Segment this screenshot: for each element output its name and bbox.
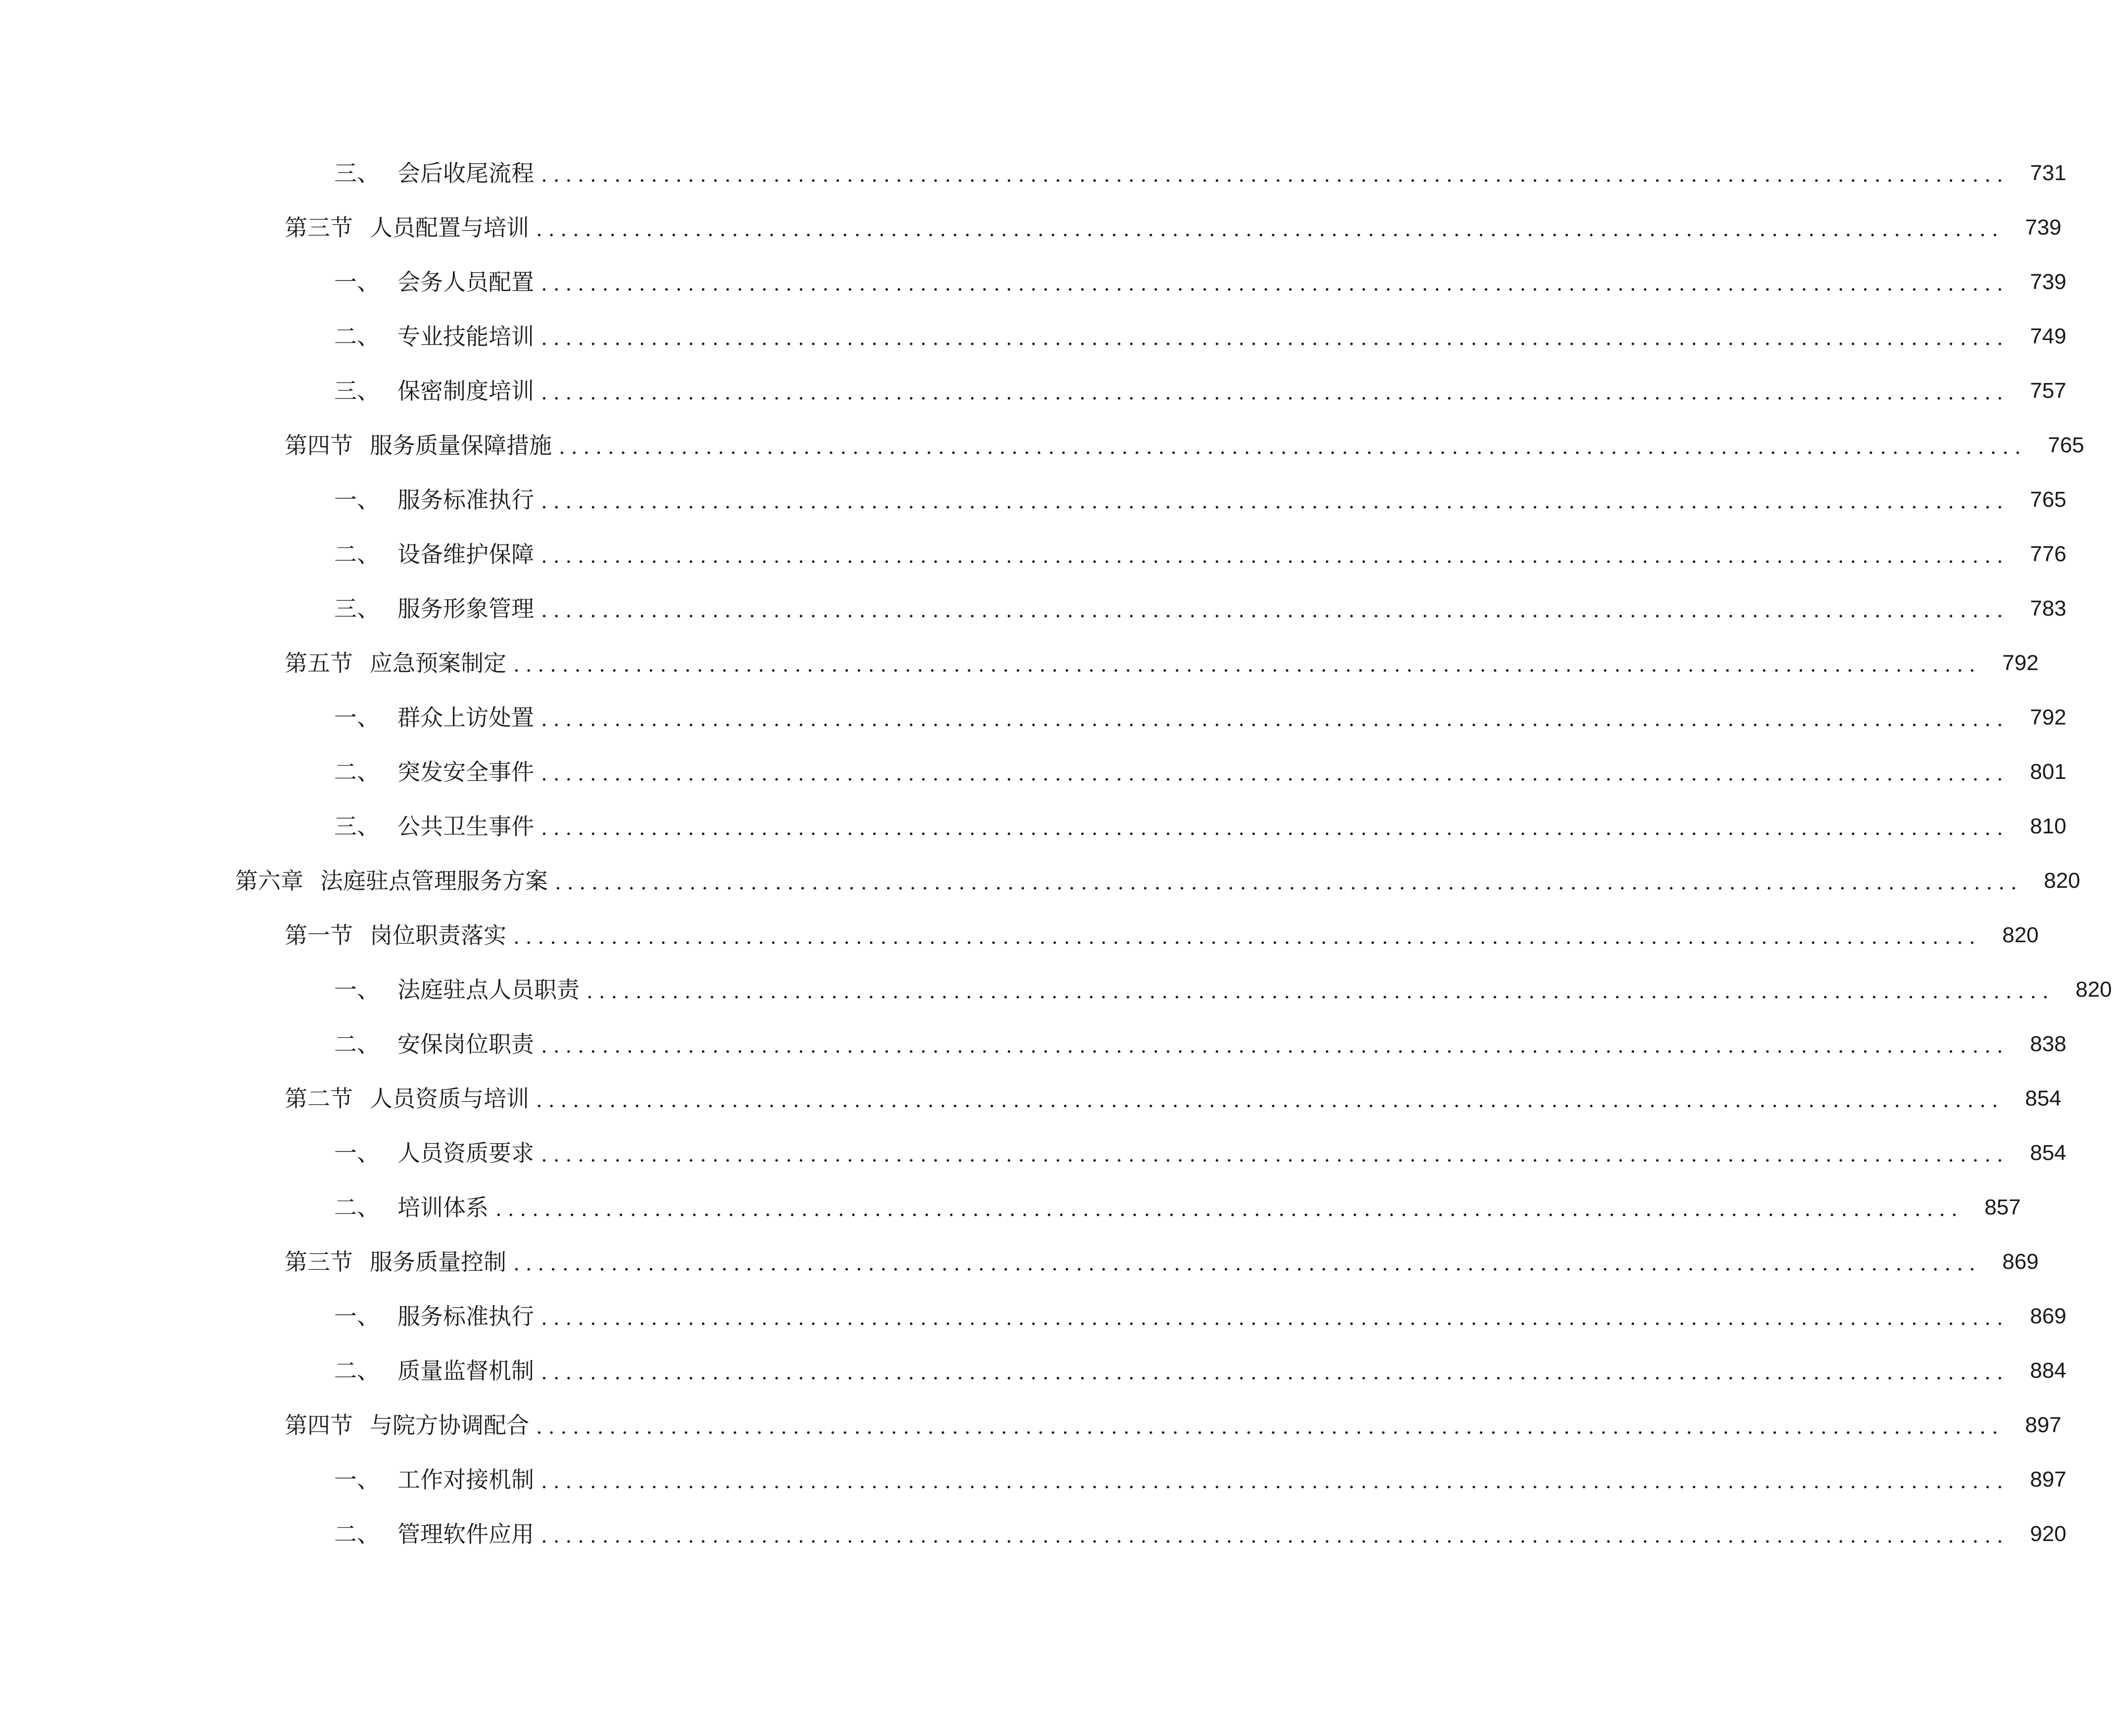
toc-entry-page: 869 bbox=[2030, 1304, 2066, 1328]
dot-leader: ........................................................................................................................ bbox=[541, 164, 2009, 187]
toc-entry[interactable] bbox=[334, 589, 2066, 628]
dot-leader: ........................................................................................................................ bbox=[541, 1470, 2009, 1493]
toc-entry-title: 服务质量保障措施 bbox=[370, 432, 552, 459]
toc-entry-page: 757 bbox=[2030, 379, 2066, 403]
toc-entry-title: 人员配置与培训 bbox=[370, 214, 529, 241]
toc-entry-title: 法庭驻点管理服务方案 bbox=[320, 868, 548, 894]
toc-entry-number: 三、 bbox=[334, 378, 380, 404]
dot-leader: ........................................................................................................................ bbox=[536, 218, 2004, 241]
toc-entry-title: 人员资质要求 bbox=[397, 1140, 534, 1166]
toc-entry[interactable] bbox=[334, 1351, 2066, 1391]
toc-entry[interactable] bbox=[334, 1460, 2066, 1499]
dot-leader: ........................................................................................................................ bbox=[541, 545, 2009, 568]
toc-entry-number: 一、 bbox=[334, 1303, 380, 1330]
toc-entry-title: 会务人员配置 bbox=[397, 269, 534, 295]
toc-entry-page: 820 bbox=[2044, 868, 2080, 893]
toc-entry-title: 会后收尾流程 bbox=[397, 160, 534, 187]
toc-entry[interactable] bbox=[334, 480, 2066, 520]
toc-entry[interactable] bbox=[285, 643, 2039, 683]
toc-entry-title: 与院方协调配合 bbox=[370, 1412, 529, 1439]
toc-entry-page: 783 bbox=[2030, 596, 2066, 621]
toc-entry-title: 质量监督机制 bbox=[397, 1357, 534, 1384]
toc-entry[interactable] bbox=[334, 970, 2112, 1010]
toc-entry-number: 二、 bbox=[334, 759, 380, 785]
toc-entry-title: 培训体系 bbox=[397, 1194, 489, 1221]
toc-entry-page: 897 bbox=[2025, 1413, 2062, 1437]
toc-entry-number: 一、 bbox=[334, 976, 380, 1003]
toc-entry-title: 管理软件应用 bbox=[397, 1521, 534, 1547]
toc-entry[interactable] bbox=[334, 153, 2066, 193]
toc-entry-number: 第四节 bbox=[285, 1412, 353, 1439]
toc-entry-number: 第二节 bbox=[285, 1085, 353, 1112]
dot-leader: ........................................................................................................................ bbox=[541, 1525, 2009, 1547]
toc-entry-page: 884 bbox=[2030, 1358, 2066, 1383]
toc-entry-title: 工作对接机制 bbox=[397, 1466, 534, 1493]
toc-entry[interactable] bbox=[334, 698, 2066, 737]
toc-entry-number: 二、 bbox=[334, 1521, 380, 1547]
toc-entry-page: 854 bbox=[2025, 1086, 2062, 1110]
toc-entry-title: 安保岗位职责 bbox=[397, 1031, 534, 1058]
toc-entry-page: 801 bbox=[2030, 760, 2066, 784]
toc-entry-page: 820 bbox=[2075, 977, 2112, 1002]
toc-entry-page: 792 bbox=[2030, 705, 2066, 729]
toc-entry-number: 三、 bbox=[334, 595, 380, 622]
toc-entry-number: 第四节 bbox=[285, 432, 353, 459]
toc-entry-title: 保密制度培训 bbox=[397, 378, 534, 404]
toc-entry-number: 二、 bbox=[334, 1357, 380, 1384]
toc-entry-page: 731 bbox=[2030, 161, 2066, 185]
toc-entry-number: 第五节 bbox=[285, 650, 353, 676]
toc-entry-page: 897 bbox=[2030, 1467, 2066, 1492]
toc-entry-title: 设备维护保障 bbox=[397, 541, 534, 568]
toc-entry-page: 792 bbox=[2002, 651, 2039, 675]
toc-entry-title: 服务形象管理 bbox=[397, 595, 534, 622]
dot-leader: ........................................................................................................................ bbox=[513, 654, 1981, 676]
toc-entry-number: 第一节 bbox=[285, 922, 353, 949]
toc-entry-title: 公共卫生事件 bbox=[397, 813, 534, 840]
toc-entry-title: 人员资质与培训 bbox=[370, 1085, 529, 1112]
toc-entry-number: 三、 bbox=[334, 813, 380, 840]
dot-leader: ........................................................................................................................ bbox=[555, 871, 2023, 894]
toc-entry[interactable] bbox=[334, 317, 2066, 356]
dot-leader: ........................................................................................................................ bbox=[536, 1416, 2004, 1439]
toc-entry-number: 二、 bbox=[334, 541, 380, 568]
toc-entry-number: 三、 bbox=[334, 160, 380, 187]
dot-leader: ........................................................................................................................ bbox=[541, 327, 2009, 350]
toc-entry[interactable] bbox=[285, 1079, 2062, 1118]
toc-entry-number: 一、 bbox=[334, 486, 380, 513]
toc-entry-page: 920 bbox=[2030, 1522, 2066, 1546]
toc-entry[interactable] bbox=[334, 1188, 2021, 1227]
toc-entry-page: 857 bbox=[1984, 1195, 2021, 1219]
toc-entry-title: 应急预案制定 bbox=[370, 650, 506, 676]
toc-entry-page: 869 bbox=[2002, 1250, 2039, 1274]
toc-entry[interactable] bbox=[334, 1024, 2066, 1064]
toc-entry-number: 第三节 bbox=[285, 1249, 353, 1275]
toc-entry-title: 服务质量控制 bbox=[370, 1249, 506, 1275]
toc-entry[interactable] bbox=[334, 752, 2066, 792]
toc-entry-number: 一、 bbox=[334, 1466, 380, 1493]
dot-leader: ........................................................................................................................ bbox=[495, 1198, 1964, 1221]
dot-leader: ........................................................................................................................ bbox=[587, 980, 2055, 1003]
toc-entry-page: 810 bbox=[2030, 814, 2066, 838]
dot-leader: ........................................................................................................................ bbox=[541, 708, 2009, 731]
toc-entry[interactable] bbox=[334, 1297, 2066, 1336]
toc-entry[interactable] bbox=[334, 534, 2066, 574]
toc-entry-page: 838 bbox=[2030, 1032, 2066, 1056]
dot-leader: ........................................................................................................................ bbox=[541, 1035, 2009, 1058]
toc-entry-number: 一、 bbox=[334, 269, 380, 295]
toc-entry-page: 739 bbox=[2025, 215, 2062, 240]
toc-entry-page: 765 bbox=[2048, 433, 2084, 457]
dot-leader: ........................................................................................................................ bbox=[541, 817, 2009, 840]
dot-leader: ........................................................................................................................ bbox=[541, 1307, 2009, 1330]
dot-leader: ........................................................................................................................ bbox=[559, 436, 2027, 459]
toc-entry-title: 突发安全事件 bbox=[397, 759, 534, 785]
toc-entry-number: 第六章 bbox=[235, 868, 303, 894]
toc-entry-page: 776 bbox=[2030, 542, 2066, 566]
toc-entry-number: 第三节 bbox=[285, 214, 353, 241]
toc-entry[interactable] bbox=[285, 1405, 2062, 1445]
dot-leader: ........................................................................................................................ bbox=[541, 490, 2009, 513]
dot-leader: ........................................................................................................................ bbox=[513, 1253, 1981, 1275]
toc-entry-page: 765 bbox=[2030, 487, 2066, 512]
toc-entry-page: 739 bbox=[2030, 270, 2066, 294]
toc-entry-title: 专业技能培训 bbox=[397, 323, 534, 350]
toc-entry-number: 二、 bbox=[334, 323, 380, 350]
toc-entry-number: 一、 bbox=[334, 1140, 380, 1166]
dot-leader: ........................................................................................................................ bbox=[536, 1089, 2004, 1112]
toc-entry[interactable] bbox=[235, 861, 2080, 901]
toc-entry-page: 820 bbox=[2002, 923, 2039, 947]
toc-entry-number: 二、 bbox=[334, 1031, 380, 1058]
toc-entry[interactable] bbox=[334, 371, 2066, 411]
toc-entry[interactable] bbox=[334, 1514, 2066, 1554]
dot-leader: ........................................................................................................................ bbox=[541, 763, 2009, 785]
dot-leader: ........................................................................................................................ bbox=[541, 382, 2009, 404]
toc-entry[interactable] bbox=[334, 262, 2066, 302]
dot-leader: ........................................................................................................................ bbox=[541, 273, 2009, 295]
toc-entry[interactable] bbox=[334, 807, 2066, 846]
toc-entry[interactable] bbox=[285, 208, 2062, 247]
toc-entry[interactable] bbox=[285, 1242, 2039, 1282]
toc-entry-page: 749 bbox=[2030, 324, 2066, 348]
dot-leader: ........................................................................................................................ bbox=[541, 1361, 2009, 1384]
toc-entry-title: 服务标准执行 bbox=[397, 1303, 534, 1330]
toc-entry-title: 岗位职责落实 bbox=[370, 922, 506, 949]
toc-entry-title: 服务标准执行 bbox=[397, 486, 534, 513]
toc-entry-number: 二、 bbox=[334, 1194, 380, 1221]
toc-entry-title: 群众上访处置 bbox=[397, 704, 534, 731]
toc-entry-title: 法庭驻点人员职责 bbox=[397, 976, 580, 1003]
toc-entry[interactable] bbox=[334, 1133, 2066, 1173]
toc-entry-page: 854 bbox=[2030, 1141, 2066, 1165]
toc-entry[interactable] bbox=[285, 916, 2039, 955]
toc-entry[interactable] bbox=[285, 426, 2084, 465]
dot-leader: ........................................................................................................................ bbox=[513, 926, 1981, 949]
dot-leader: ........................................................................................................................ bbox=[541, 599, 2009, 622]
toc-entry-number: 一、 bbox=[334, 704, 380, 731]
dot-leader: ........................................................................................................................ bbox=[541, 1144, 2009, 1166]
